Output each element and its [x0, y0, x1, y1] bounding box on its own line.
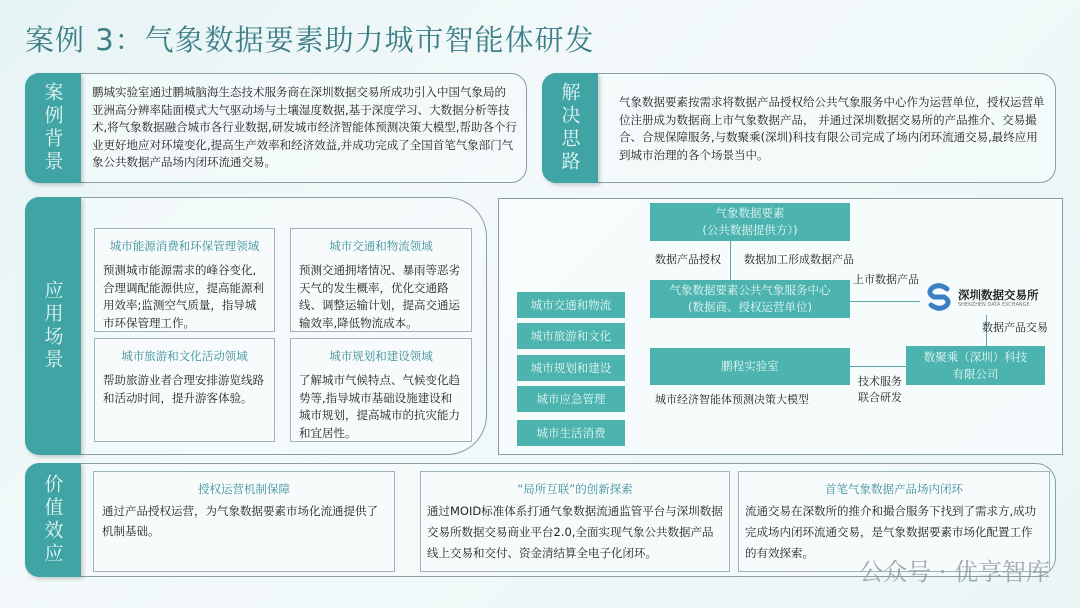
trade-label: 数据产品交易 [982, 321, 1048, 334]
value-tab: 价值效应 [25, 463, 81, 577]
card-body: 通过产品授权运营，为气象数据要素市场化流通提供了机制基础。 [102, 504, 378, 538]
research-label: 联合研发 [858, 391, 902, 404]
card-title: 城市交通和物流领域 [329, 239, 433, 253]
card-body: 预测交通拥堵情况、暴雨等恶劣天气的发生概率，优化交通路线、调整运输计划，提高交通运输效率,降低物流成本。 [299, 263, 460, 330]
exchange-name: 深圳数据交易所 [958, 288, 1039, 302]
solution-tab: 解决思路 [542, 73, 598, 183]
data-provider-box [650, 203, 850, 241]
service-label: 技术服务 [858, 375, 902, 388]
box-line: 有限公司 [952, 366, 999, 381]
company-box [906, 346, 1045, 385]
solution-text: 气象数据要素按需求将数据产品授权给公共气象服务中心作为运营单位，授权运营单位注册成为数据商上市气象数据产品， 并通过深圳数据交易所的产品推介、交易撮合、合规保障服务,与数聚乘(深圳)科技有限公司完成了场内闭环流通交易,最终应用到城市治理的各个场景当中。 [619, 95, 1045, 162]
card-body: 帮助旅游业者合理安排游览线路和活动时间，提升游客体验。 [103, 373, 264, 405]
list-product-label: 上市数据产品 [853, 273, 919, 286]
card-title: 城市旅游和文化活动领域 [121, 349, 248, 363]
card-title: 授权运营机制保障 [198, 482, 290, 496]
card-title: 城市能源消费和环保管理领域 [109, 239, 260, 253]
arrow-down [730, 241, 731, 280]
box-line: (数据商、授权运营单位) [688, 300, 812, 314]
scenario-card [290, 338, 472, 442]
page-title: 案例 3：气象数据要素助力城市智能体研发 [25, 23, 595, 57]
scenario-list-item: 城市交通和物流 [517, 292, 625, 318]
scenarios-tab: 应用场景 [25, 197, 81, 455]
card-title: 首笔气象数据产品场内闭环 [825, 482, 963, 496]
card-body: 通过MOID标准体系打通气象数据流通监管平台与深圳数据交易所数据交易商业平台2.0,全面实现气象公共数据产品线上交易和交付、资金清结算全电子化闭环。 [427, 504, 723, 560]
box-line: 气象数据要素 [715, 206, 785, 220]
solution-panel [542, 73, 1056, 183]
scenario-card [94, 338, 275, 442]
card-title: 城市规划和建设领域 [329, 349, 433, 363]
scenario-card [94, 228, 275, 332]
value-card [93, 471, 395, 572]
box-line: 数聚乘（深圳）科技 [923, 349, 1028, 364]
lab-box: 鹏程实验室 [650, 348, 850, 385]
card-body: 流通交易在深数所的推介和撮合服务下找到了需求方,成功完成场内闭环流通交易，是气象数据要素市场化配置工作的有效探索。 [745, 504, 1037, 560]
card-title: “局所互联”的创新探索 [517, 482, 633, 496]
background-tab: 案例背景 [25, 73, 81, 183]
watermark: 公众号 · 优享智库 [859, 558, 1050, 586]
card-body: 了解城市气候特点、气候变化趋势等,指导城市基础设施建设和城市规划，提高城市的抗灾能力和宜居性。 [299, 373, 460, 440]
service-center-box [650, 280, 850, 318]
background-panel [25, 73, 527, 183]
model-label: 城市经济智能体预测决策大模型 [655, 393, 809, 406]
card-body: 预测城市能源需求的峰谷变化,合理调配能源供应，提高能源利用效率;监测空气质量，指导城市环保管理工作。 [103, 263, 264, 330]
exchange-logo-icon [925, 283, 953, 311]
authorize-label: 数据产品授权 [655, 253, 721, 266]
value-card [420, 471, 730, 572]
scenario-list-item: 城市旅游和文化 [517, 323, 625, 349]
scenario-list-item: 城市规划和建设 [517, 355, 625, 381]
scenario-list-item: 城市应急管理 [517, 386, 625, 412]
arrow-right [850, 301, 920, 302]
exchange-en: SHENZHEN DATA EXCHANGE [958, 302, 1030, 308]
process-label: 数据加工形成数据产品 [744, 253, 854, 266]
box-line: (公共数据提供方）) [702, 223, 798, 237]
background-text: 鹏城实验室通过鹏城脑海生态技术服务商在深圳数据交易所成功引入中国气象局的亚洲高分辨率陆面模式大气驱动场与土壤湿度数据,基于深度学习、大数据分析等技术,将气象数据融合城市各行业数据,研发城市经济智能体预测决策大模型,帮助各个行业更好地应对环境变化,提高生产效率和经济效益,并成功完成了全国首笔气象部门气象公共数据产品场内闭环流通交易。 [92, 85, 517, 169]
scenario-list-item: 城市生活消费 [517, 420, 625, 446]
box-line: 气象数据要素公共气象服务中心 [669, 283, 831, 297]
scenario-card [290, 228, 472, 332]
arrow-left [850, 366, 906, 367]
